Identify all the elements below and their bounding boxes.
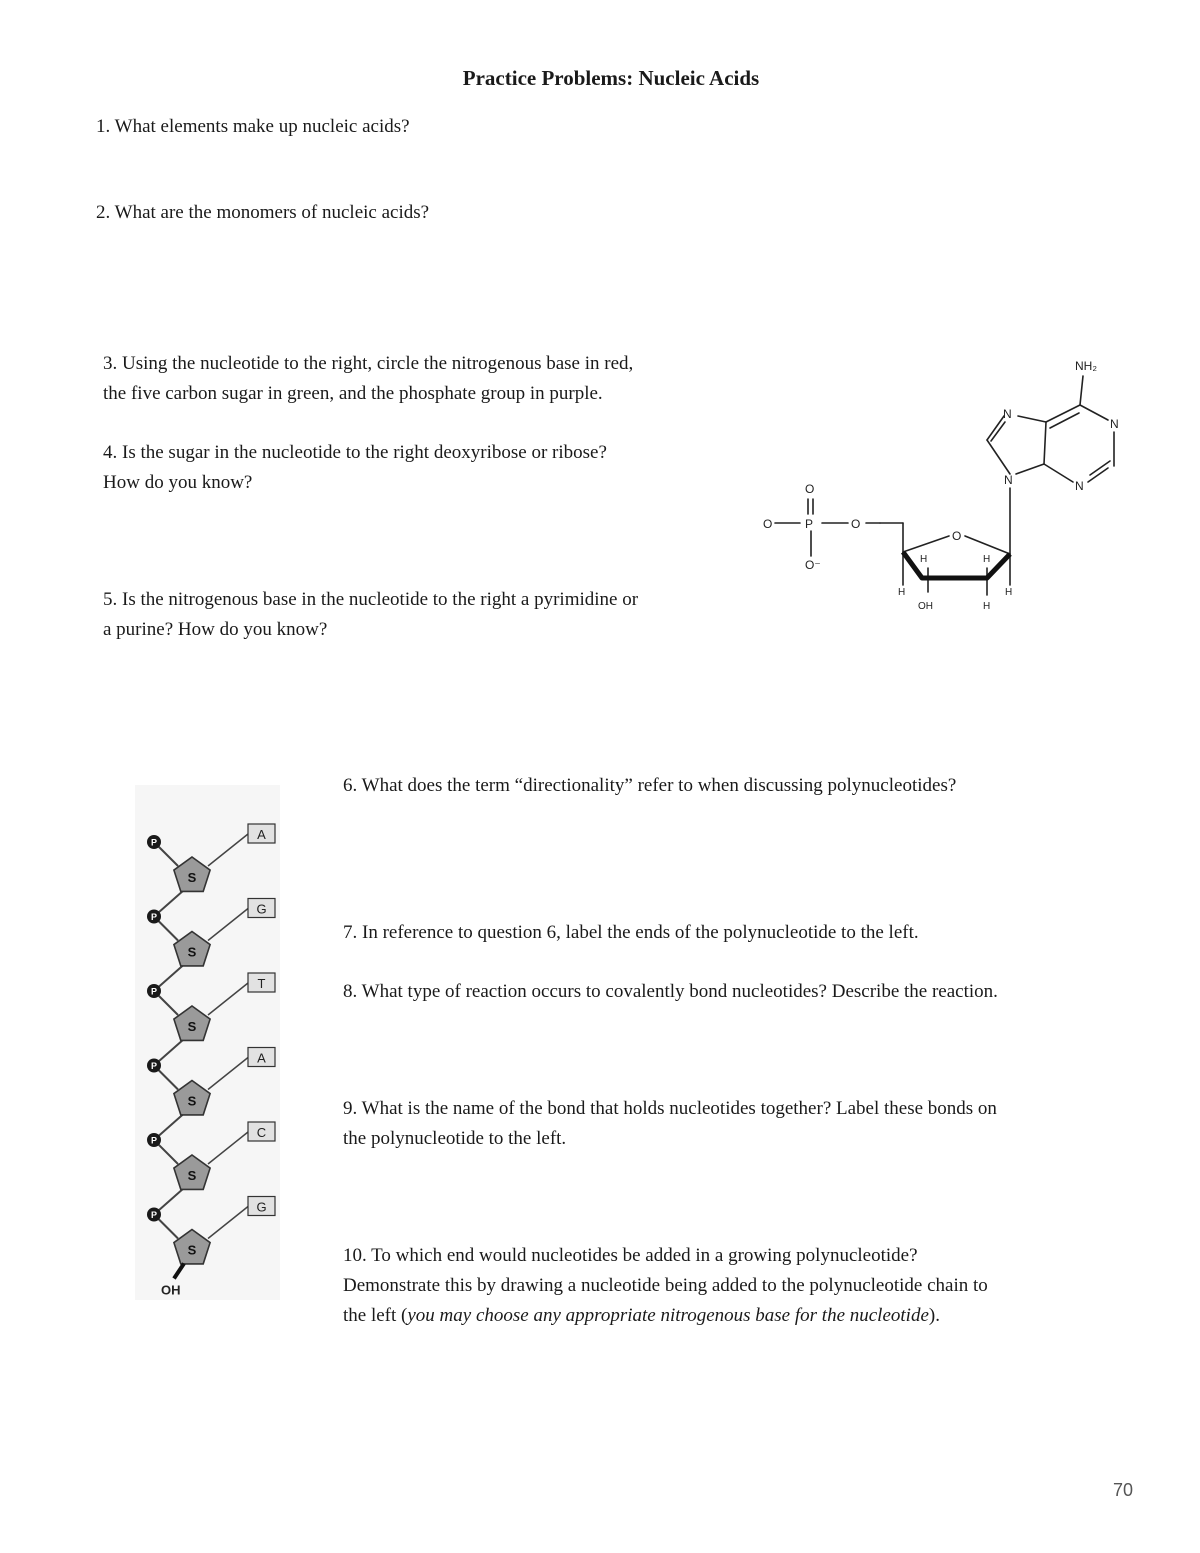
phosphate-label: P bbox=[150, 1210, 158, 1220]
question-7: 7. In reference to question 6, label the ends of the polynucleotide to the left. bbox=[343, 922, 919, 943]
question-3-line-2: the five carbon sugar in green, and the phosphate group in purple. bbox=[103, 383, 603, 404]
question-10-line-3-prefix: the left ( bbox=[343, 1305, 408, 1326]
phosphate-oxygen-minus: O⁻ bbox=[805, 558, 821, 572]
hydrogen-label: H bbox=[1005, 587, 1013, 598]
question-9-line-2: the polynucleotide to the left. bbox=[343, 1128, 567, 1149]
base-label: A bbox=[257, 1050, 266, 1066]
page-number: 70 bbox=[1113, 1480, 1134, 1500]
hydrogen-label: H bbox=[920, 554, 928, 565]
terminal-hydroxyl-label: OH bbox=[161, 1282, 181, 1298]
hydroxyl-label: OH bbox=[918, 601, 933, 612]
amine-label: NH₂ bbox=[1075, 359, 1097, 373]
question-4-line-2: How do you know? bbox=[103, 472, 253, 493]
nitrogen-9-label: N bbox=[1004, 473, 1013, 487]
phosphorus-label: P bbox=[805, 517, 814, 531]
nitrogen-7-label: N bbox=[1003, 407, 1012, 421]
question-10-line-2: Demonstrate this by drawing a nucleotide being added to the polynucleotide chain to bbox=[343, 1275, 988, 1296]
question-9-line-1: 9. What is the name of the bond that holds nucleotides together? Label these bonds on bbox=[343, 1098, 997, 1119]
base-label: G bbox=[256, 1199, 267, 1215]
polynucleotide-chain-diagram bbox=[135, 785, 280, 1300]
phosphate-oxygen-top: O bbox=[805, 482, 815, 496]
question-2: 2. What are the monomers of nucleic acids? bbox=[96, 202, 430, 223]
question-8: 8. What type of reaction occurs to covalently bond nucleotides? Describe the reaction. bbox=[343, 981, 998, 1002]
base-label: T bbox=[257, 976, 266, 991]
sugar-label: S bbox=[187, 870, 197, 885]
phosphate-label: P bbox=[150, 837, 158, 848]
phosphate-label: P bbox=[150, 1135, 158, 1146]
nitrogen-3-label: N bbox=[1075, 479, 1084, 493]
question-1: 1. What elements make up nucleic acids? bbox=[96, 116, 410, 137]
ring-oxygen-label: O bbox=[952, 529, 962, 543]
sugar-label: S bbox=[187, 1168, 197, 1183]
question-5-line-2: a purine? How do you know? bbox=[103, 619, 328, 640]
phosphate-label: P bbox=[150, 1061, 158, 1071]
sugar-label: S bbox=[187, 944, 197, 960]
sugar-label: S bbox=[187, 1093, 197, 1109]
question-10-line-3-italic: you may choose any appropriate nitrogenous base for the nucleotide bbox=[407, 1305, 929, 1326]
phosphate-label: P bbox=[150, 912, 158, 922]
sugar-label: S bbox=[187, 1242, 197, 1258]
page-title: Practice Problems: Nucleic Acids bbox=[462, 66, 760, 90]
question-3-line-1: 3. Using the nucleotide to the right, circle the nitrogenous base in red, bbox=[103, 353, 634, 374]
sugar-label: S bbox=[187, 1019, 197, 1034]
question-4-line-1: 4. Is the sugar in the nucleotide to the right deoxyribose or ribose? bbox=[103, 442, 607, 463]
nitrogen-1-label: N bbox=[1110, 417, 1119, 431]
hydrogen-label: H bbox=[898, 587, 906, 598]
base-label: G bbox=[256, 901, 267, 917]
phosphate-label: P bbox=[150, 986, 158, 997]
hydrogen-label: H bbox=[983, 554, 991, 565]
phosphate-oxygen-left: O bbox=[763, 517, 773, 531]
question-10-line-1: 10. To which end would nucleotides be added in a growing polynucleotide? bbox=[343, 1245, 918, 1266]
base-label: C bbox=[256, 1125, 267, 1140]
question-10-line-3-suffix: ). bbox=[928, 1305, 940, 1326]
ester-oxygen-label: O bbox=[851, 517, 861, 531]
question-6: 6. What does the term “directionality” refer to when discussing polynucleotides? bbox=[343, 775, 957, 796]
question-5-line-1: 5. Is the nitrogenous base in the nucleotide to the right a pyrimidine or bbox=[103, 589, 639, 610]
hydrogen-label: H bbox=[983, 601, 991, 612]
question-10-line-3 bbox=[343, 1301, 940, 1331]
base-label: A bbox=[257, 827, 266, 842]
nucleotide-structure-diagram bbox=[755, 350, 1135, 615]
